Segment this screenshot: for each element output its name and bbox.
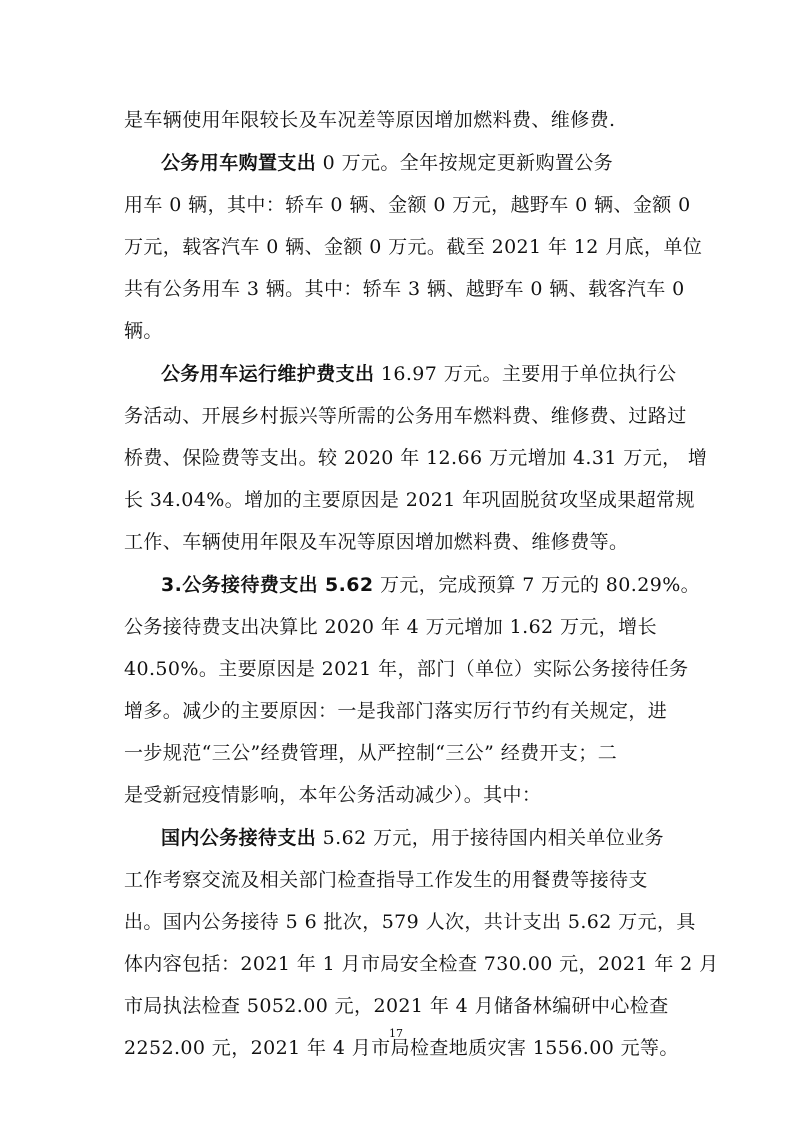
domestic-paragraph-line: 2252.00 元，2021 年 4 月市局检查地质灾害 1556.00 元等。 [124,1037,679,1059]
maintenance-paragraph-line [161,361,676,387]
maintenance-paragraph-line: 工作、车辆使用年限及车况等原因增加燃料费、维修费等。 [124,531,629,553]
reception-text: 万元，完成预算 7 万元的 80.29%。 [380,574,701,596]
domestic-paragraph-line [161,825,676,851]
page-number: 17 [389,1027,403,1040]
reception-paragraph-line: 一步规范“三公”经费管理，从严控制“三公” 经费开支；二 [124,742,618,764]
reception-paragraph-line: 增多。减少的主要原因：一是我部门落实厉行节约有关规定，进 [124,700,668,722]
maintenance-paragraph-line: 长 34.04%。增加的主要原因是 2021 年巩固脱贫攻坚成果超常规 [124,489,695,511]
maintenance-text: 16.97 万元。主要用于单位执行公 [380,363,677,385]
maintenance-paragraph-line: 务活动、开展乡村振兴等所需的公务用车燃料费、维修费、过路过 [124,405,687,427]
domestic-paragraph-line: 工作考察交流及相关部门检查指导工作发生的用餐费等接待支 [124,869,648,891]
maintenance-paragraph-line: 桥费、保险费等支出。较 2020 年 12.66 万元增加 4.31 万元， 增 [124,447,708,469]
domestic-paragraph-line: 出。国内公务接待 5 6 批次，579 人次，共计支出 5.62 万元，具 [124,911,696,933]
reception-paragraph-line: 公务接待费支出决算比 2020 年 4 万元增加 1.62 万元，增长 [124,616,657,638]
purchase-paragraph-line: 共有公务用车 3 辆。其中：轿车 3 辆、越野车 0 辆、载客汽车 0 [124,278,685,300]
domestic-heading: 国内公务接待支出 [161,827,317,849]
reception-heading: 3.公务接待费支出 5.62 [161,574,374,596]
domestic-paragraph-line: 体内容包括：2021 年 1 月市局安全检查 730.00 元，2021 年 2 月 [124,953,719,975]
reception-paragraph-line: 40.50%。主要原因是 2021 年，部门（单位）实际公务接待任务 [124,658,689,680]
purchase-heading: 公务用车购置支出 [161,152,317,174]
purchase-paragraph-line: 辆。 [124,320,163,342]
purchase-paragraph-line [161,150,676,176]
purchase-text: 0 万元。全年按规定更新购置公务 [322,152,614,174]
purchase-paragraph-line: 万元，载客汽车 0 辆、金额 0 万元。截至 2021 年 12 月底，单位 [124,236,703,258]
fuel-paragraph-line: 是车辆使用年限较长及车况差等原因增加燃料费、维修费. [124,109,616,131]
maintenance-heading: 公务用车运行维护费支出 [161,363,375,385]
purchase-paragraph-line: 用车 0 辆，其中：轿车 0 辆、金额 0 万元，越野车 0 辆、金额 0 [124,194,691,216]
reception-paragraph-line: 是受新冠疫情影响，本年公务活动减少）。其中： [124,784,542,806]
domestic-text: 5.62 万元，用于接待国内相关单位业务 [322,827,665,849]
reception-paragraph-line [161,572,701,598]
domestic-paragraph-line: 市局执法检查 5052.00 元，2021 年 4 月储备林编研中心检查 [124,995,669,1017]
